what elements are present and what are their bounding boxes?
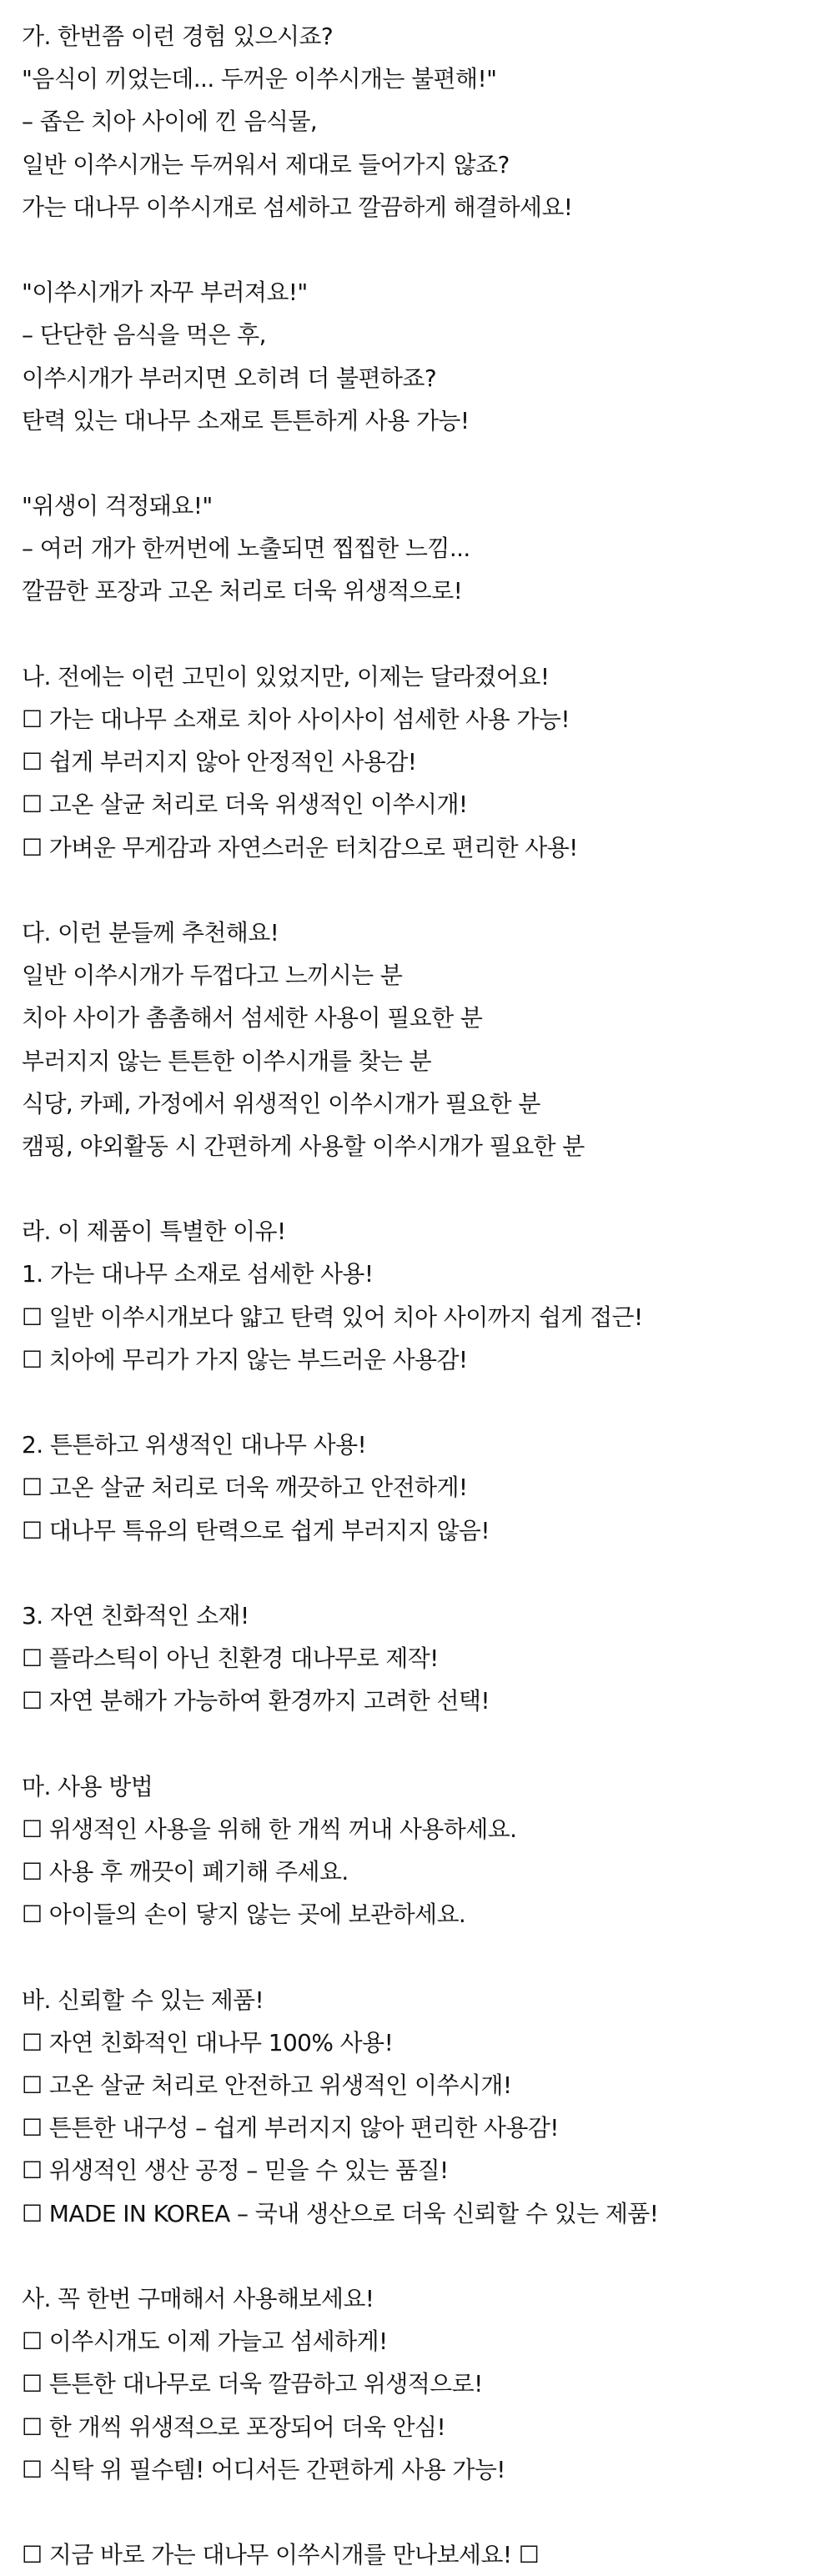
- text-section: [22, 1210, 834, 1381]
- text-line: – 여러 개가 한꺼번에 노출되면 찝찝한 느낌...: [22, 535, 470, 563]
- text-line: ☐ 가벼운 무게감과 자연스러운 터치감으로 편리한 사용!: [22, 833, 578, 861]
- text-line: ☐ 플라스틱이 아닌 친환경 대나무로 제작!: [22, 1645, 439, 1673]
- text-line: ☐ 위생적인 사용을 위해 한 개씩 꺼내 사용하세요.: [22, 1815, 517, 1843]
- text-line: ☐ 고온 살균 처리로 더욱 깨끗하고 안전하게!: [22, 1474, 468, 1502]
- text-line: ☐ 튼튼한 내구성 – 쉽게 부러지지 않아 편리한 사용감!: [22, 2114, 559, 2142]
- text-line: 1. 가는 대나무 소재로 섬세한 사용!: [22, 1260, 374, 1288]
- text-line: 일반 이쑤시개가 두껍다고 느끼시는 분: [22, 962, 403, 990]
- text-line: ☐ 대나무 특유의 탄력으로 쉽게 부러지지 않음!: [22, 1516, 490, 1544]
- text-line: – 단단한 음식을 먹은 후,: [22, 321, 266, 349]
- text-line: 2. 튼튼하고 위생적인 대나무 사용!: [22, 1431, 367, 1459]
- text-line: ☐ 사용 후 깨끗이 폐기해 주세요.: [22, 1858, 349, 1886]
- text-line: ☐ 고온 살균 처리로 안전하고 위생적인 이쑤시개!: [22, 2071, 512, 2099]
- text-line: ☐ 가는 대나무 소재로 치아 사이사이 섬세한 사용 가능!: [22, 706, 570, 733]
- section-spacer: [22, 1552, 834, 1594]
- text-line: ☐ 이쑤시개도 이제 가늘고 섬세하게!: [22, 2327, 388, 2356]
- text-line: ☐ 위생적인 생산 공정 – 믿을 수 있는 품질!: [22, 2157, 449, 2185]
- text-line: ☐ 고온 살균 처리로 더욱 위생적인 이쑤시개!: [22, 791, 468, 819]
- text-section: [22, 911, 834, 1167]
- text-line: ☐ 치아에 무리가 가지 않는 부드러운 사용감!: [22, 1345, 468, 1373]
- text-section: [22, 271, 834, 442]
- text-line: 깔끔한 포장과 고온 처리로 더욱 위생적으로!: [22, 577, 463, 605]
- text-section: [22, 1594, 834, 1723]
- section-spacer: [22, 1723, 834, 1765]
- text-line: ☐ 쉽게 부러지지 않아 안정적인 사용감!: [22, 748, 417, 776]
- text-line: ☐ MADE IN KOREA – 국내 생산으로 더욱 신뢰할 수 있는 제품!: [22, 2199, 659, 2227]
- text-line: "위생이 걱정돼요!": [22, 492, 213, 520]
- text-line: ☐ 일반 이쑤시개보다 얇고 탄력 있어 치아 사이까지 쉽게 접근!: [22, 1303, 643, 1331]
- section-spacer: [22, 1381, 834, 1424]
- text-line: 식당, 카페, 가정에서 위생적인 이쑤시개가 필요한 분: [22, 1089, 540, 1117]
- text-section: [22, 1979, 834, 2235]
- text-line: 치아 사이가 촘촘해서 섬세한 사용이 필요한 분: [22, 1004, 483, 1032]
- text-line: 이쑤시개가 부러지면 오히려 더 불편하죠?: [22, 364, 437, 392]
- text-line: 라. 이 제품이 특별한 이유!: [22, 1218, 286, 1246]
- text-line: ☐ 자연 친화적인 대나무 100% 사용!: [22, 2028, 394, 2056]
- text-line: 마. 사용 방법: [22, 1772, 153, 1800]
- text-line: ☐ 식탁 위 필수템! 어디서든 간편하게 사용 가능!: [22, 2455, 505, 2483]
- text-section: [22, 15, 834, 228]
- text-line: "이쑤시개가 자꾸 부러져요!": [22, 279, 308, 307]
- text-line: ☐ 튼튼한 대나무로 더욱 깔끔하고 위생적으로!: [22, 2370, 483, 2398]
- section-spacer: [22, 2491, 834, 2533]
- text-line: 가. 한번쯤 이런 경험 있으시죠?: [22, 23, 334, 50]
- section-spacer: [22, 442, 834, 485]
- text-line: 가는 대나무 이쑤시개로 섬세하고 깔끔하게 해결하세요!: [22, 193, 573, 221]
- text-line: ☐ 아이들의 손이 닿지 않는 곳에 보관하세요.: [22, 1901, 466, 1929]
- text-line: 일반 이쑤시개는 두꺼워서 제대로 들어가지 않죠?: [22, 150, 510, 178]
- text-line: ☐ 지금 바로 가는 대나무 이쑤시개를 만나보세요! ☐: [22, 2541, 540, 2569]
- text-section: [22, 1424, 834, 1552]
- text-section: [22, 1765, 834, 1936]
- text-line: ☐ 한 개씩 위생적으로 포장되어 더욱 안심!: [22, 2413, 446, 2441]
- text-line: 사. 꼭 한번 구매해서 사용해보세요!: [22, 2284, 374, 2312]
- text-line: "음식이 끼었는데... 두꺼운 이쑤시개는 불편해!": [22, 65, 497, 93]
- section-spacer: [22, 1167, 834, 1210]
- section-spacer: [22, 869, 834, 911]
- text-line: 탄력 있는 대나무 소재로 튼튼하게 사용 가능!: [22, 406, 470, 434]
- text-line: 다. 이런 분들께 추천해요!: [22, 918, 279, 947]
- text-line: 나. 전에는 이런 고민이 있었지만, 이제는 달라졌어요!: [22, 662, 550, 690]
- section-spacer: [22, 613, 834, 655]
- section-spacer: [22, 2235, 834, 2277]
- text-line: 캠핑, 야외활동 시 간편하게 사용할 이쑤시개가 필요한 분: [22, 1132, 585, 1160]
- text-line: 바. 신뢰할 수 있는 제품!: [22, 1986, 264, 2014]
- text-line: 부러지지 않는 튼튼한 이쑤시개를 찾는 분: [22, 1047, 432, 1075]
- text-line: – 좁은 치아 사이에 낀 음식물,: [22, 108, 318, 136]
- text-section: [22, 2277, 834, 2491]
- section-spacer: [22, 1936, 834, 1978]
- text-section: [22, 2533, 834, 2576]
- text-line: ☐ 자연 분해가 가능하여 환경까지 고려한 선택!: [22, 1687, 490, 1715]
- section-spacer: [22, 228, 834, 271]
- text-section: [22, 485, 834, 613]
- text-line: 3. 자연 친화적인 소재!: [22, 1601, 249, 1629]
- text-section: [22, 655, 834, 869]
